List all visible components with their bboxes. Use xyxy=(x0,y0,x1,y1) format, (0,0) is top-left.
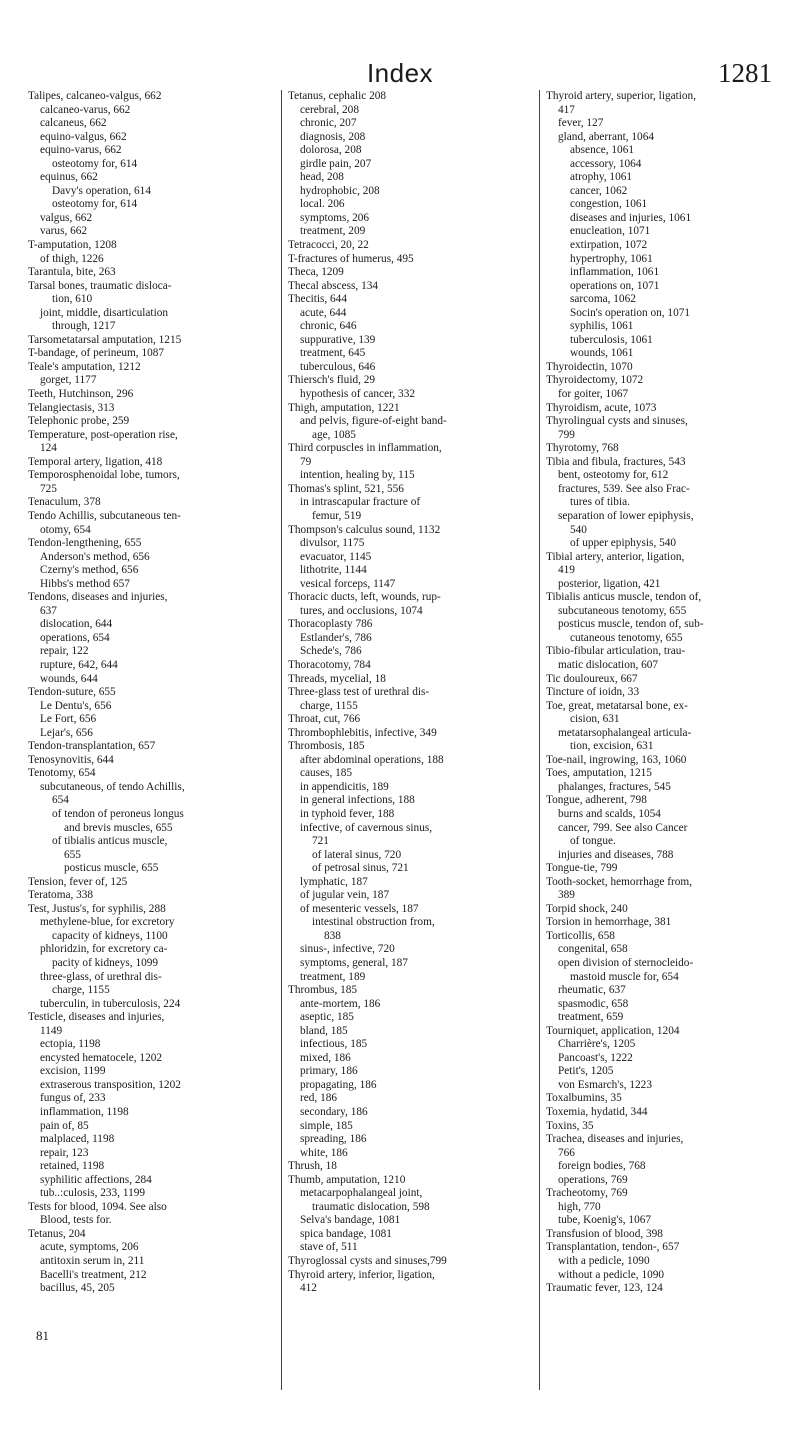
index-entry: calcaneus, 662 xyxy=(40,117,107,130)
index-entry: repair, 123 xyxy=(40,1146,89,1159)
index-entry: joint, middle, disarticulation xyxy=(40,306,169,319)
index-entry: spreading, 186 xyxy=(300,1133,367,1146)
index-entry: of jugular vein, 187 xyxy=(300,889,390,902)
index-entry: Thoracoplasty 786 xyxy=(288,618,373,631)
index-entry: varus, 662 xyxy=(40,225,88,238)
index-entry: tures, and occlusions, 1074 xyxy=(300,604,423,617)
index-entry: Thrombophlebitis, infective, 349 xyxy=(288,726,437,739)
index-entry: in typhoid fever, 188 xyxy=(300,807,395,820)
index-entry: metatarsophalangeal articula- xyxy=(558,726,692,739)
index-entry: causes, 185 xyxy=(300,767,353,780)
index-entry: Thyroglossal cysts and sinuses,799 xyxy=(288,1255,447,1268)
index-entry: hydrophobic, 208 xyxy=(300,184,380,197)
index-entry: 412 xyxy=(300,1282,317,1295)
index-entry: chronic, 207 xyxy=(300,117,357,130)
index-entry: pacity of kidneys, 1099 xyxy=(52,957,159,969)
index-entry: capacity of kidneys, 1100 xyxy=(52,929,168,942)
index-entry: gorget, 1177 xyxy=(40,374,97,387)
index-entry: infective, of cavernous sinus, xyxy=(300,821,433,834)
index-entry: head, 208 xyxy=(300,171,344,184)
index-entry: in intrascapular fracture of xyxy=(300,496,421,509)
index-entry: Thrombus, 185 xyxy=(288,984,358,997)
index-entry: Tincture of ioidn, 33 xyxy=(546,686,640,699)
index-entry: Thyrolingual cysts and sinuses, xyxy=(546,415,688,428)
index-entry: diagnosis, 208 xyxy=(300,130,366,143)
index-entry: Tetanus, cephalic 208 xyxy=(288,90,387,102)
index-entry: in general infections, 188 xyxy=(300,794,415,807)
index-entry: cancer, 799. See also Cancer xyxy=(558,821,688,834)
index-entry: dolorosa, 208 xyxy=(300,144,362,157)
signature-mark: 81 xyxy=(36,1328,49,1343)
index-entry: absence, 1061 xyxy=(570,144,634,157)
index-entry: tuberculin, in tuberculosis, 224 xyxy=(40,997,181,1010)
index-entry: operations, 769 xyxy=(558,1173,628,1186)
index-entry: Le Fort, 656 xyxy=(40,713,97,726)
index-entry: Traumatic fever, 123, 124 xyxy=(546,1282,663,1295)
index-entry: red, 186 xyxy=(300,1092,338,1105)
index-entry: Thoracic ducts, left, wounds, rup- xyxy=(288,591,441,604)
index-entry: osteotomy for, 614 xyxy=(52,198,138,211)
index-entry: matic dislocation, 607 xyxy=(558,658,659,671)
index-entry: hypothesis of cancer, 332 xyxy=(300,388,415,401)
index-entry: Temporosphenoidal lobe, tumors, xyxy=(28,469,180,482)
index-entry: Toe, great, metatarsal bone, ex- xyxy=(546,699,688,712)
index-entry: Socin's operation on, 1071 xyxy=(570,306,691,319)
index-entry: Transfusion of blood, 398 xyxy=(546,1227,663,1240)
index-entry: pain of, 85 xyxy=(40,1119,89,1132)
index-entry: cancer, 1062 xyxy=(570,184,628,197)
index-entry: 540 xyxy=(570,523,587,536)
index-entry: charge, 1155 xyxy=(52,984,110,997)
index-entry: Le Dentu's, 656 xyxy=(40,699,112,712)
index-entry: subcutaneous tenotomy, 655 xyxy=(558,604,687,617)
index-entry: Talipes, calcaneo-valgus, 662 xyxy=(28,90,162,102)
index-entry: Tenotomy, 654 xyxy=(28,767,96,780)
index-entry: phalanges, fractures, 545 xyxy=(558,780,671,793)
index-entry: spasmodic, 658 xyxy=(558,997,629,1010)
index-entry: hypertrophy, 1061 xyxy=(570,252,653,265)
index-entry: ectopia, 1198 xyxy=(40,1038,101,1051)
index-entry: 838 xyxy=(324,929,341,942)
index-entry: otomy, 654 xyxy=(40,523,91,536)
index-entry: Blood, tests for. xyxy=(40,1214,112,1227)
index-entry: intestinal obstruction from, xyxy=(312,916,435,929)
index-entry: tion, 610 xyxy=(52,293,93,306)
index-entry: extirpation, 1072 xyxy=(570,239,648,252)
index-entry: sinus-, infective, 720 xyxy=(300,943,395,956)
index-entry: Tarsal bones, traumatic disloca- xyxy=(28,279,172,292)
index-entry: local. 206 xyxy=(300,198,345,211)
index-entry: fever, 127 xyxy=(558,117,604,130)
index-entry: primary, 186 xyxy=(300,1065,358,1078)
index-column-3 xyxy=(546,90,786,1296)
index-entry: traumatic dislocation, 598 xyxy=(312,1200,430,1213)
index-entry: Tendo Achillis, subcutaneous ten- xyxy=(28,509,181,522)
index-entry: divulsor, 1175 xyxy=(300,537,365,550)
index-entry: Anderson's method, 656 xyxy=(40,550,150,563)
index-entry: Tarantula, bite, 263 xyxy=(28,266,116,279)
index-entry: Teale's amputation, 1212 xyxy=(28,360,141,373)
index-entry: stave of, 511 xyxy=(300,1241,358,1254)
index-entry: 417 xyxy=(558,103,575,116)
index-entry: osteotomy for, 614 xyxy=(52,157,138,170)
index-entry: Bacelli's treatment, 212 xyxy=(40,1268,147,1281)
index-entry: equino-varus, 662 xyxy=(40,144,122,157)
index-entry: vesical forceps, 1147 xyxy=(300,577,396,590)
index-entry: syphilis, 1061 xyxy=(570,320,634,333)
index-entry: subcutaneous, of tendo Achillis, xyxy=(40,780,185,793)
index-entry: spica bandage, 1081 xyxy=(300,1227,392,1240)
index-entry: valgus, 662 xyxy=(40,211,93,224)
index-entry: suppurative, 139 xyxy=(300,333,376,346)
index-entry: Torpid shock, 240 xyxy=(546,902,628,915)
index-entry: Thyroidectomy, 1072 xyxy=(546,374,644,387)
index-entry: cutaneous tenotomy, 655 xyxy=(570,631,683,644)
index-entry: high, 770 xyxy=(558,1200,601,1213)
index-entry: tures of tibia. xyxy=(570,496,630,509)
index-entry: bland, 185 xyxy=(300,1024,348,1037)
index-entry: Tourniquet, application, 1204 xyxy=(546,1024,680,1037)
index-entry: lymphatic, 187 xyxy=(300,875,368,888)
index-entry: ante-mortem, 186 xyxy=(300,997,381,1010)
index-entry: Toxemia, hydatid, 344 xyxy=(546,1106,648,1119)
index-entry: of thigh, 1226 xyxy=(40,252,104,265)
index-entry: of mesenteric vessels, 187 xyxy=(300,902,419,915)
index-entry: 79 xyxy=(300,455,312,468)
index-entry: equino-valgus, 662 xyxy=(40,130,127,143)
index-entry: infectious, 185 xyxy=(300,1038,368,1051)
index-entry: 799 xyxy=(558,428,575,441)
index-entry: dislocation, 644 xyxy=(40,618,113,631)
index-entry: secondary, 186 xyxy=(300,1106,368,1119)
index-entry: Charrière's, 1205 xyxy=(558,1038,636,1051)
index-entry: operations, 654 xyxy=(40,631,110,644)
index-entry: malplaced, 1198 xyxy=(40,1133,115,1146)
index-entry: Telephonic probe, 259 xyxy=(28,415,130,428)
column-rule xyxy=(281,90,282,1390)
index-entry: Lejar's, 656 xyxy=(40,726,93,739)
index-entry: T-bandage, of perineum, 1087 xyxy=(28,347,165,360)
index-entry: aseptic, 185 xyxy=(300,1011,354,1024)
index-entry: Thrush, 18 xyxy=(288,1160,337,1173)
index-entry: Tendon-transplantation, 657 xyxy=(28,740,156,753)
index-entry: Test, Justus's, for syphilis, 288 xyxy=(28,902,166,915)
index-entry: enucleation, 1071 xyxy=(570,225,651,238)
index-entry: intention, healing by, 115 xyxy=(300,469,415,482)
index-entry: congenital, 658 xyxy=(558,943,628,956)
index-entry: Teeth, Hutchinson, 296 xyxy=(28,388,134,401)
index-entry: cerebral, 208 xyxy=(300,103,359,116)
index-entry: tuberculosis, 1061 xyxy=(570,333,653,346)
index-entry: Theca, 1209 xyxy=(288,266,344,279)
index-entry: tube, Koenig's, 1067 xyxy=(558,1214,652,1227)
index-entry: Tic douloureux, 667 xyxy=(546,672,638,685)
index-entry: fungus of, 233 xyxy=(40,1092,106,1105)
index-entry: age, 1085 xyxy=(312,428,356,441)
index-entry: symptoms, general, 187 xyxy=(300,957,408,969)
index-entry: Tetracocci, 20, 22 xyxy=(288,239,369,252)
index-entry: posterior, ligation, 421 xyxy=(558,577,661,590)
index-entry: separation of lower epiphysis, xyxy=(558,509,694,522)
index-entry: Davy's operation, 614 xyxy=(52,184,151,197)
index-entry: Tension, fever of, 125 xyxy=(28,875,128,888)
index-entry: 721 xyxy=(312,835,329,848)
index-entry: gland, aberrant, 1064 xyxy=(558,130,654,143)
index-entry: Hibbs's method 657 xyxy=(40,577,130,590)
index-entry: acute, 644 xyxy=(300,306,347,319)
index-entry: calcaneo-varus, 662 xyxy=(40,103,131,116)
index-entry: antitoxin serum in, 211 xyxy=(40,1255,145,1268)
index-entry: von Esmarch's, 1223 xyxy=(558,1078,652,1091)
index-entry: of petrosal sinus, 721 xyxy=(312,862,409,875)
index-entry: lithotrite, 1144 xyxy=(300,564,367,577)
index-entry: 124 xyxy=(40,442,57,455)
index-entry: Thoracotomy, 784 xyxy=(288,658,371,671)
index-entry: Toxins, 35 xyxy=(546,1119,594,1132)
index-entry: T-fractures of humerus, 495 xyxy=(288,252,414,265)
index-entry: Thyrotomy, 768 xyxy=(546,442,619,455)
index-entry: in appendicitis, 189 xyxy=(300,780,389,793)
index-entry: 389 xyxy=(558,889,575,902)
index-entry: Torsion in hemorrhage, 381 xyxy=(546,916,672,929)
index-entry: Thrombosis, 185 xyxy=(288,740,365,753)
index-entry: girdle pain, 207 xyxy=(300,157,372,170)
index-entry: simple, 185 xyxy=(300,1119,353,1132)
index-entry: Thyroid artery, inferior, ligation, xyxy=(288,1268,435,1281)
index-entry: femur, 519 xyxy=(312,509,362,522)
index-entry: Petit's, 1205 xyxy=(558,1065,614,1078)
index-entry: Tibio-fibular articulation, trau- xyxy=(546,645,686,658)
index-entry: treatment, 645 xyxy=(300,347,366,360)
index-entry: Thompson's calculus sound, 1132 xyxy=(288,523,441,536)
index-entry: inflammation, 1198 xyxy=(40,1106,129,1119)
index-entry: tuberculous, 646 xyxy=(300,360,376,373)
index-entry: Telangiectasis, 313 xyxy=(28,401,115,414)
index-entry: mastoid muscle for, 654 xyxy=(570,970,679,983)
index-entry: Three-glass test of urethral dis- xyxy=(288,686,430,699)
index-entry: through, 1217 xyxy=(52,320,116,333)
index-entry: cision, 631 xyxy=(570,713,620,726)
index-entry: posticus muscle, 655 xyxy=(64,862,159,875)
index-entry: and pelvis, figure-of-eight band- xyxy=(300,415,447,428)
index-entry: Tooth-socket, hemorrhage from, xyxy=(546,875,693,888)
index-entry: Thyroid artery, superior, ligation, xyxy=(546,90,697,102)
index-entry: Thecitis, 644 xyxy=(288,293,347,306)
index-entry: Thyroidectin, 1070 xyxy=(546,360,633,373)
index-entry: Toe-nail, ingrowing, 163, 1060 xyxy=(546,753,687,766)
index-entry: metacarpophalangeal joint, xyxy=(300,1187,423,1200)
index-entry: Thigh, amputation, 1221 xyxy=(288,401,400,414)
index-entry: Thomas's splint, 521, 556 xyxy=(288,482,404,495)
index-entry: T-amputation, 1208 xyxy=(28,239,117,252)
index-entry: of tendon of peroneus longus xyxy=(52,807,184,820)
index-entry: evacuator, 1145 xyxy=(300,550,372,563)
index-entry: repair, 122 xyxy=(40,645,89,658)
index-entry: Tenosynovitis, 644 xyxy=(28,753,114,766)
index-entry: posticus muscle, tendon of, sub- xyxy=(558,618,704,631)
index-entry: diseases and injuries, 1061 xyxy=(570,211,692,224)
index-entry: acute, symptoms, 206 xyxy=(40,1241,139,1254)
index-entry: of tibialis anticus muscle, xyxy=(52,835,168,848)
index-entry: Testicle, diseases and injuries, xyxy=(28,1011,165,1024)
index-entry: after abdominal operations, 188 xyxy=(300,753,444,766)
index-entry: Torticollis, 658 xyxy=(546,929,615,942)
index-entry: 655 xyxy=(64,848,81,861)
index-entry: Tongue-tie, 799 xyxy=(546,862,618,875)
index-entry: Pancoast's, 1222 xyxy=(558,1051,633,1064)
column-rule xyxy=(539,90,540,1390)
index-entry: operations on, 1071 xyxy=(570,279,660,292)
index-entry: Tibialis anticus muscle, tendon of, xyxy=(546,591,702,604)
index-entry: symptoms, 206 xyxy=(300,211,370,224)
index-entry: bent, osteotomy for, 612 xyxy=(558,469,669,482)
index-entry: charge, 1155 xyxy=(300,699,358,712)
index-entry: without a pedicle, 1090 xyxy=(558,1268,665,1281)
index-entry: treatment, 189 xyxy=(300,970,366,983)
index-entry: sarcoma, 1062 xyxy=(570,293,636,306)
index-entry: Temperature, post-operation rise, xyxy=(28,428,178,441)
index-entry: encysted hematocele, 1202 xyxy=(40,1051,163,1064)
index-entry: of lateral sinus, 720 xyxy=(312,848,402,861)
index-entry: Tracheotomy, 769 xyxy=(546,1187,628,1200)
index-entry: retained, 1198 xyxy=(40,1160,105,1173)
index-entry: tion, excision, 631 xyxy=(570,740,654,753)
index-column-1 xyxy=(28,90,274,1296)
index-entry: Tarsometatarsal amputation, 1215 xyxy=(28,333,182,346)
index-entry: equinus, 662 xyxy=(40,171,98,184)
index-entry: burns and scalds, 1054 xyxy=(558,807,661,820)
index-entry: inflammation, 1061 xyxy=(570,266,660,279)
index-entry: Thiersch's fluid, 29 xyxy=(288,374,376,387)
index-entry: Throat, cut, 766 xyxy=(288,713,361,726)
index-entry: Toes, amputation, 1215 xyxy=(546,767,652,780)
index-entry: tub..:culosis, 233, 1199 xyxy=(40,1187,146,1200)
index-entry: injuries and diseases, 788 xyxy=(558,848,674,861)
index-entry: extraserous transposition, 1202 xyxy=(40,1078,181,1091)
index-entry: Schede's, 786 xyxy=(300,645,362,658)
index-entry: and brevis muscles, 655 xyxy=(64,821,173,834)
index-entry: fractures, 539. See also Frac- xyxy=(558,482,690,495)
index-entry: phloridzin, for excretory ca- xyxy=(40,943,168,956)
index-entry: of tongue. xyxy=(570,835,616,848)
index-entry: Tendon-suture, 655 xyxy=(28,686,116,699)
index-entry: wounds, 1061 xyxy=(570,347,634,360)
index-entry: rupture, 642, 644 xyxy=(40,658,118,671)
index-entry: 1149 xyxy=(40,1024,63,1037)
index-entry: wounds, 644 xyxy=(40,672,98,685)
index-entry: Transplantation, tendon-, 657 xyxy=(546,1241,680,1254)
index-entry: Thyroidism, acute, 1073 xyxy=(546,401,657,414)
index-entry: methylene-blue, for excretory xyxy=(40,916,175,929)
index-entry: syphilitic affections, 284 xyxy=(40,1173,152,1186)
index-entry: 725 xyxy=(40,482,57,495)
index-entry: Tibia and fibula, fractures, 543 xyxy=(546,455,686,468)
index-entry: Tongue, adherent, 798 xyxy=(546,794,647,807)
index-entry: excision, 1199 xyxy=(40,1065,106,1078)
index-entry: Trachea, diseases and injuries, xyxy=(546,1133,684,1146)
index-entry: Tenaculum, 378 xyxy=(28,496,101,509)
index-entry: treatment, 209 xyxy=(300,225,366,238)
index-entry: Tetanus, 204 xyxy=(28,1227,86,1240)
index-entry: Tests for blood, 1094. See also xyxy=(28,1200,167,1213)
index-entry: three-glass, of urethral dis- xyxy=(40,970,162,983)
index-entry: accessory, 1064 xyxy=(570,157,642,170)
index-column-2 xyxy=(288,90,528,1296)
index-entry: Thecal abscess, 134 xyxy=(288,279,379,292)
index-entry: Tendon-lengthening, 655 xyxy=(28,537,142,550)
index-entry: Temporal artery, ligation, 418 xyxy=(28,455,163,468)
index-entry: 419 xyxy=(558,564,575,577)
index-entry: treatment, 659 xyxy=(558,1011,624,1024)
index-entry: with a pedicle, 1090 xyxy=(558,1255,650,1268)
index-entry: 766 xyxy=(558,1146,575,1159)
index-entry: of upper epiphysis, 540 xyxy=(570,537,677,550)
index-entry: foreign bodies, 768 xyxy=(558,1160,646,1173)
index-entry: Threads, mycelial, 18 xyxy=(288,672,386,685)
index-entry: Third corpuscles in inflammation, xyxy=(288,442,442,455)
index-entry: mixed, 186 xyxy=(300,1051,351,1064)
index-entry: Selva's bandage, 1081 xyxy=(300,1214,401,1227)
index-entry: Thumb, amputation, 1210 xyxy=(288,1173,406,1186)
index-entry: white, 186 xyxy=(300,1146,348,1159)
index-entry: Tendons, diseases and injuries, xyxy=(28,591,168,604)
index-entry: Czerny's method, 656 xyxy=(40,564,139,577)
index-entry: propagating, 186 xyxy=(300,1078,377,1091)
index-entry: chronic, 646 xyxy=(300,320,357,333)
index-entry: Toxalbumins, 35 xyxy=(546,1092,622,1105)
index-entry: open division of sternocleido- xyxy=(558,957,694,969)
page-number: 1281 xyxy=(718,58,772,88)
index-entry: Estlander's, 786 xyxy=(300,631,372,644)
index-entry: Teratoma, 338 xyxy=(28,889,94,902)
page-title: Index xyxy=(366,58,434,88)
index-entry: atrophy, 1061 xyxy=(570,171,633,184)
index-entry: congestion, 1061 xyxy=(570,198,648,211)
index-entry: 654 xyxy=(52,794,69,807)
index-entry: for goiter, 1067 xyxy=(558,388,629,401)
index-entry: 637 xyxy=(40,604,57,617)
index-entry: rheumatic, 637 xyxy=(558,984,626,997)
index-entry: Tibial artery, anterior, ligation, xyxy=(546,550,685,563)
index-entry: bacillus, 45, 205 xyxy=(40,1282,115,1295)
